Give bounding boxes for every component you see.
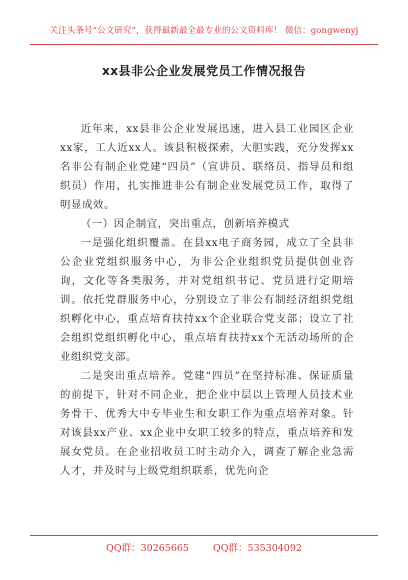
paragraph: 一是强化组织覆盖。在县xx电子商务园，成立了全县非公企业党组织服务中心，为非公企业组织党员提供创业咨询，文化等各类服务，并对党组织书记、党员进行定期培训。依托党群服务中心，分别设立了非公有制经济组织党组织孵化中心，重点培育扶持xx个企业联合党支部；设立了社会组织党组织孵化中心，重点培育扶持xx个无活动场所的企业组织党支部。	[60, 237, 354, 363]
paragraph: 二是突出重点培养。党建“四员”在坚持标准、保证质量的前提下，针对不同企业，把企业中层以上管理人员技术业务骨干、优秀大中专毕业生和女职工作为重点培养对象。针对该县xx产业、xx企业中女职工较多的特点，重点培养和发展女党员。在企业招收员工时主动介入，调查了解企业急需人才，并及时与上级党组织联系，优先向企	[60, 370, 354, 477]
header-banner: 关注头条号“公文研究”，获得最新最全最专业的公文资料库！ 微信：gongwenyj	[49, 26, 359, 36]
document-title: xx县非公企业发展党员工作情况报告	[102, 64, 306, 78]
section-heading: （一）因企制宜，突出重点，创新培养模式	[80, 218, 290, 230]
document-body	[60, 120, 354, 481]
footer	[0, 540, 408, 554]
header-divider	[30, 44, 378, 45]
paragraph: 近年来，xx县非公企业发展迅速，进入县工业园区企业xx家，工人近xx人。该县积极探索，大胆实践，充分发挥xx名非公有制企业党建“四员”（宣讲员、联络员、指导员和组织员）作用，扎实推进非公有制企业发展党员工作，取得了明显成效。	[60, 123, 354, 211]
footer-qq-group-2: QQ群：535304092	[212, 543, 302, 554]
footer-qq-group-1: QQ群：30265665	[106, 543, 189, 554]
footer-divider	[30, 535, 378, 536]
